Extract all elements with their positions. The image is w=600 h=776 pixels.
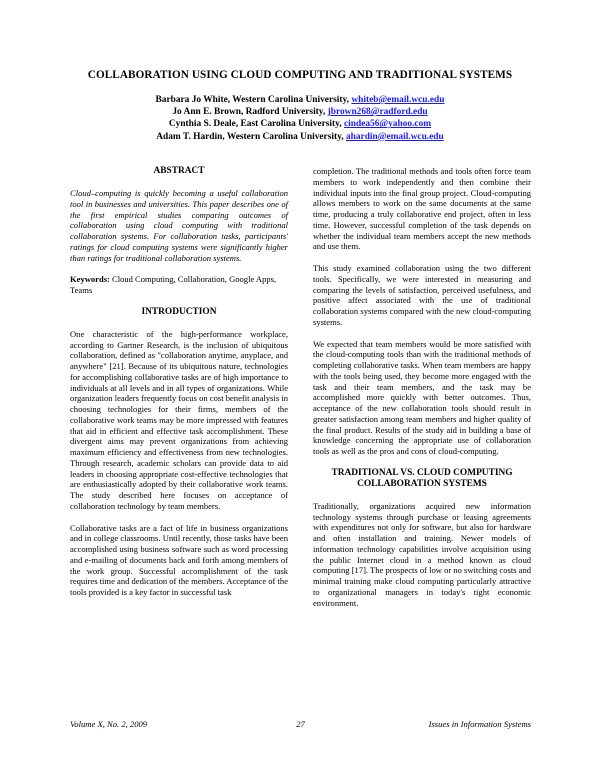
author-name: Adam T. Hardin, Western Carolina University, bbox=[156, 131, 346, 142]
intro-paragraph-2: Collaborative tasks are a fact of life in business organizations and in college classrooms. Until recently, those tasks have been accomplished using business software such as word processing and e-mailing of documents back and forth among members of the work group. Successful accomplishment of the task requires time and dedication of the members. Acceptance of the tools provided is a key factor in successful task bbox=[70, 522, 288, 597]
author-list bbox=[60, 94, 540, 143]
author-name: Jo Ann E. Brown, Radford University, bbox=[172, 107, 328, 118]
heading-line: TRADITIONAL VS. CLOUD COMPUTING bbox=[331, 467, 513, 478]
author-email-link[interactable]: cindea56@yahoo.com bbox=[343, 119, 432, 130]
intro-paragraph-4: This study examined collaboration using the two different tools. Specifically, we were interested in measuring and comparing the levels of satisfaction, perceived usefulness, and positive affect associated with the use of traditional collaboration systems compared with the new cloud-computing systems. bbox=[313, 263, 531, 327]
author-email-link[interactable]: jbrown268@radford.edu bbox=[327, 107, 428, 118]
abstract-text: Cloud–computing is quickly becoming a useful collaboration tool in businesses and universities. This paper describes one of the first empirical studies comparing outcomes of collaboration using cloud computing with traditional collaboration systems. For collaboration tasks, participants' ratings for cloud computing systems were significantly higher than ratings for traditional collaboration systems. bbox=[70, 188, 288, 263]
author-line bbox=[60, 106, 540, 118]
section-paragraph-1: Traditionally, organizations acquired new information technology systems through purchase or leasing agreements with expenditures not only for software, but also for hardware and often installation and training. Newer models of information technology capabilities involve acquisition using the public Internet cloud in a method known as cloud computing [17]. The prospects of low or no switching costs and minimal training make cloud computing particularly attractive to organizational managers in today's tight economic environment. bbox=[313, 500, 531, 608]
section-heading-traditional-vs-cloud bbox=[313, 468, 531, 490]
left-column bbox=[70, 166, 288, 609]
abstract-heading: ABSTRACT bbox=[153, 166, 205, 176]
footer-journal: Issues in Information Systems bbox=[428, 719, 531, 729]
author-email-link[interactable]: whiteb@email.wcu.edu bbox=[351, 95, 445, 105]
keywords-label: Keywords: bbox=[70, 274, 110, 285]
keywords bbox=[70, 274, 288, 296]
footer-page-number: 27 bbox=[296, 719, 305, 729]
author-name: Cynthia S. Deale, East Carolina University, bbox=[168, 119, 344, 130]
keywords-list: Cloud Computing, Collaboration, Google Apps, Teams bbox=[70, 274, 277, 295]
author-line bbox=[60, 118, 540, 130]
introduction-heading: INTRODUCTION bbox=[141, 306, 217, 317]
author-line bbox=[60, 131, 540, 143]
author-name: Barbara Jo White, Western Carolina University, bbox=[155, 95, 352, 105]
right-column bbox=[313, 166, 531, 619]
paper-title: COLLABORATION USING CLOUD COMPUTING AND TRADITIONAL SYSTEMS bbox=[87, 69, 513, 81]
footer-volume: Volume X, No. 2, 2009 bbox=[70, 719, 148, 729]
heading-line: COLLABORATION SYSTEMS bbox=[357, 478, 487, 489]
author-email-link[interactable]: ahardin@email.wcu.edu bbox=[345, 131, 444, 142]
intro-paragraph-5: We expected that team members would be more satisfied with the cloud-computing tools than with the traditional methods of completing collaborative tasks. When team members are happy with the tools being used, they become more engaged with the task and their team members, and the task may be accomplished more quickly with better outcomes. Thus, acceptance of the new collaboration tools should result in greater satisfaction among team members and higher quality of the final product. Results of the study aid in building a base of knowledge concerning the appropriate use of collaboration tools as well as the pros and cons of cloud-computing. bbox=[313, 338, 531, 456]
intro-paragraph-1: One characteristic of the high-performance workplace, according to Gartner Research, is the inclusion of ubiquitous collaboration, defined as "collaboration anytime, anyplace, and anywhere" [21]. Because of its ubiquitous nature, technologies for accomplishing collaborative tasks are of high importance to individuals at all levels and in all types of organizations. While organization leaders frequently focus on cost benefit analysis in choosing technologies for their firms, members of the collaborative work teams may be more impressed with features that aid in efficient and effective task accomplishment. These divergent aims may prevent organizations from achieving maximum efficiency and effectiveness from new technologies. Through research, academic scholars can provide data to aid leaders in choosing appropriate cost-effective technologies that are enthusiastically adopted by their collaborative work teams. The study described here focuses on acceptance of collaboration technology by team members. bbox=[70, 328, 288, 511]
intro-paragraph-3: completion. The traditional methods and tools often force team members to work independently and then combine their individual inputs into the final group project. Cloud-computing allows members to work on the same documents at the same time, producing a truly collaborative end project, often in less time. However, successful completion of the task depends on whether the individual team members accept the new methods and use them. bbox=[313, 166, 531, 252]
author-line bbox=[60, 94, 540, 106]
